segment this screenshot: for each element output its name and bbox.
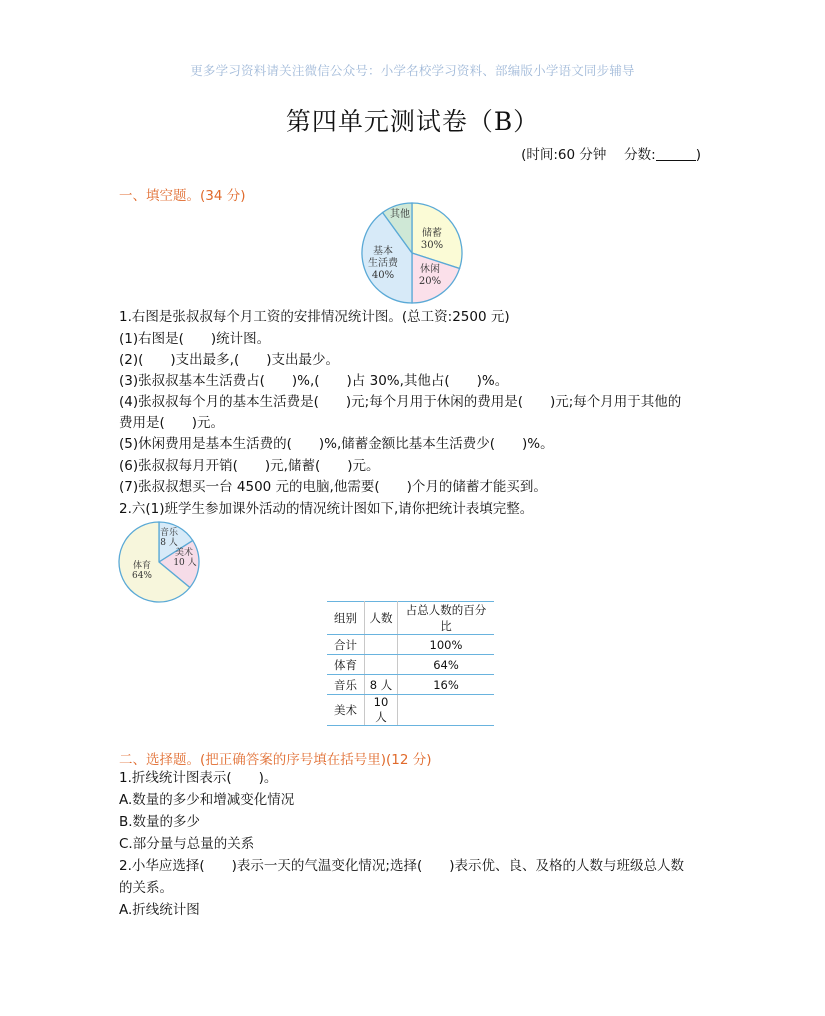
slice-label-leisure: 休闲 — [420, 264, 440, 275]
q2-intro: 2.六(1)班学生参加课外活动的情况统计图如下,请你把统计表填完整。 — [119, 501, 534, 517]
slice-label-music: 音乐 — [159, 528, 179, 538]
choice-q1: 1.折线统计图表示( )。 — [119, 770, 278, 786]
q1-sub2: (2)( )支出最多,( )支出最少。 — [119, 352, 339, 368]
slice-label-art: 美术 — [174, 548, 194, 558]
section-1-heading: 一、填空题。(34 分) — [119, 188, 246, 204]
slice-label-other: 其他 — [390, 209, 410, 220]
table-row — [327, 695, 494, 726]
time-score-info — [521, 143, 701, 163]
slice-value-basic: 40% — [371, 270, 395, 281]
activity-stats-table — [327, 601, 494, 726]
q1-sub5: (5)休闲费用是基本生活费的( )%,储蓄金额比基本生活费少( )%。 — [119, 436, 554, 452]
table-cell-blank[interactable] — [398, 695, 495, 726]
choice-q2-line2: 的关系。 — [119, 880, 173, 896]
slice-label-savings: 储蓄 — [422, 228, 442, 239]
choice-q2-option-a: A.折线统计图 — [119, 902, 200, 918]
section-2-heading: 二、选择题。(把正确答案的序号填在括号里)(12 分) — [119, 752, 432, 768]
salary-pie-chart — [358, 199, 466, 307]
table-cell-blank[interactable] — [365, 655, 398, 675]
slice-value-savings: 30% — [420, 240, 444, 251]
slice-value-art: 10 人 — [173, 558, 197, 568]
q1-sub3: (3)张叔叔基本生活费占( )%,( )占 30%,其他占( )%。 — [119, 373, 509, 389]
table-header-cell: 人数 — [365, 602, 398, 635]
choice-q2-line1: 2.小华应选择( )表示一天的气温变化情况;选择( )表示优、良、及格的人数与班级总人数 — [119, 858, 684, 874]
q1-sub4-line1: (4)张叔叔每个月的基本生活费是( )元;每个月用于休闲的费用是( )元;每个月用于其他的 — [119, 394, 682, 410]
meta-suffix: ) — [695, 147, 701, 163]
table-cell: 16% — [398, 675, 495, 695]
slice-value-leisure: 20% — [418, 276, 442, 287]
choice-q1-option-b: B.数量的多少 — [119, 814, 201, 830]
page-title: 第四单元测试卷（B） — [285, 107, 540, 136]
choice-q1-option-c: C.部分量与总量的关系 — [119, 836, 255, 852]
choice-q1-option-a: A.数量的多少和增减变化情况 — [119, 792, 295, 808]
table-cell: 音乐 — [327, 675, 365, 695]
table-header-cell: 占总人数的百分比 — [398, 602, 495, 635]
table-cell: 8 人 — [365, 675, 398, 695]
table-row — [327, 635, 494, 655]
table-cell: 100% — [398, 635, 495, 655]
table-cell: 体育 — [327, 655, 365, 675]
table-cell: 64% — [398, 655, 495, 675]
slice-label-sports: 体育 — [132, 561, 152, 571]
table-cell: 美术 — [327, 695, 365, 726]
activity-pie-chart — [116, 520, 204, 604]
q1-sub4-line2: 费用是( )元。 — [119, 415, 225, 431]
table-row — [327, 675, 494, 695]
q1-intro: 1.右图是张叔叔每个月工资的安排情况统计图。(总工资:2500 元) — [119, 309, 510, 325]
table-cell-blank[interactable] — [365, 635, 398, 655]
q1-sub1: (1)右图是( )统计图。 — [119, 331, 271, 347]
meta-prefix: (时间:60 分钟 分数: — [521, 147, 656, 163]
table-row — [327, 655, 494, 675]
score-blank[interactable] — [656, 146, 696, 161]
table-header-row — [327, 602, 494, 635]
watermark-text: 更多学习资料请关注微信公众号：小学名校学习资料、部编版小学语文同步辅导 — [190, 63, 635, 78]
table-header-cell: 组别 — [327, 602, 365, 635]
table-cell: 10 人 — [365, 695, 398, 726]
q1-sub7: (7)张叔叔想买一台 4500 元的电脑,他需要( )个月的储蓄才能买到。 — [119, 479, 547, 495]
slice-value-sports: 64% — [131, 571, 153, 581]
slice-label-basic-2: 生活费 — [368, 258, 398, 269]
q1-sub6: (6)张叔叔每月开销( )元,储蓄( )元。 — [119, 458, 380, 474]
table-cell: 合计 — [327, 635, 365, 655]
slice-label-basic-1: 基本 — [373, 246, 393, 257]
slice-value-music: 8 人 — [160, 538, 178, 548]
